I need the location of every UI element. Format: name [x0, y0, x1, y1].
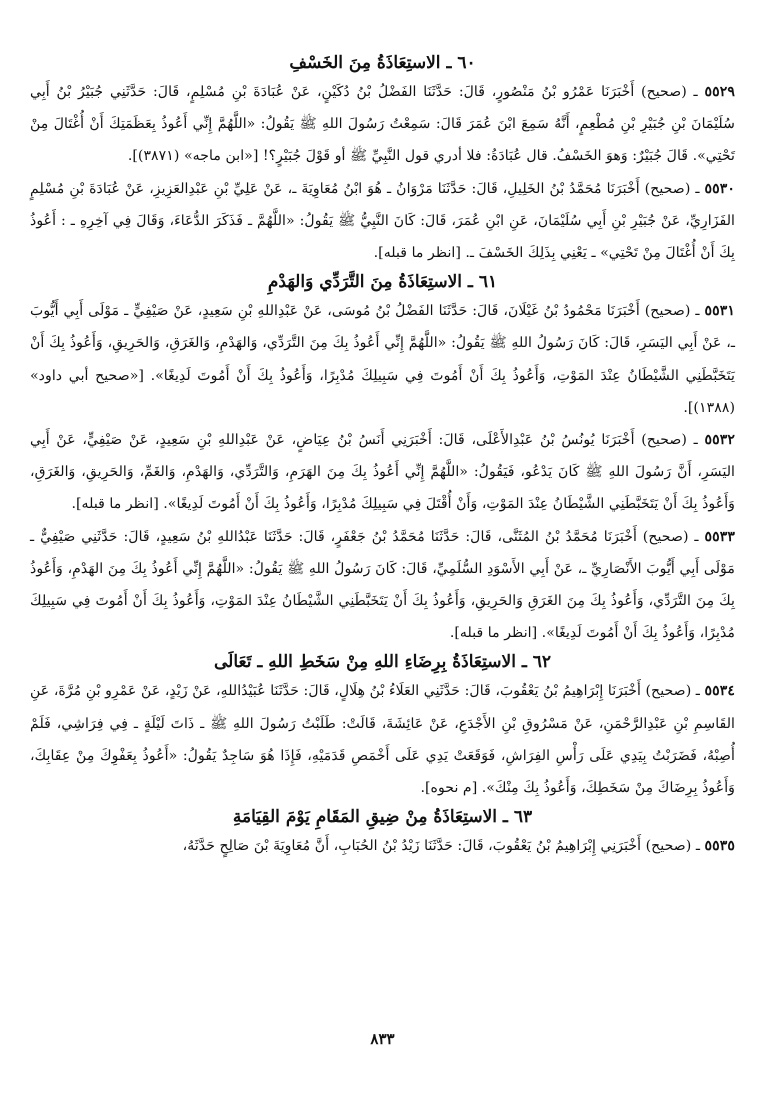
page-number: ٨٣٣ [370, 1030, 395, 1048]
section-63 [30, 804, 735, 862]
hadith-text: ـ (صحيح) أَخْبَرَنِي إِبْرَاهِيمُ بْنُ يَعْقُوبَ، قَالَ: حَدَّثَنَا زَيْدُ بْنُ الحُبَابِ، أَنَّ مُعَاوِيَةَ بْنَ صَالِحٍ حَدَّثَهُ، [182, 838, 700, 855]
hadith-text: ـ (صحيح) أَخْبَرَنَا عَمْرُو بْنُ مَنْصُورٍ، قَالَ: حَدَّثَنَا الفَضْلُ بْنُ دُكَيْنٍ، عَنْ عُبَادَةَ بْنِ مُسْلِمٍ، قَالَ: حَدَّثَنِي جُبَيْرُ بْنُ أَبِي سُلَيْمَانَ بْنِ جُبَيْرِ بْنِ مُطْعِمٍ، أَنَّهُ سَمِعَ ابْنَ عُمَرَ قَالَ: سَمِعْتُ رَسُولَ اللهِ ﷺ يَقُولُ: «اللَّهُمَّ إِنِّي أَعُوذُ بِعَظَمَتِكَ أَنْ أُغْتَالَ مِنْ تَحْتِي». قَالَ جُبَيْرٌ: وَهوَ الخَسْفُ. قال عُبَادَةُ: فلا أدري قول النَّبِيِّ ﷺ أو قَوْلَ جُبَيْرٍ؟! [«ابن ماجه» (٣٨٧١)]. [30, 84, 735, 165]
book-page [30, 50, 735, 1100]
section-heading: ٦١ ـ الاستِعَاذَةُ مِنَ التَّرَدِّي وَالهَدْمِ [267, 272, 498, 293]
hadith-number: ٥٥٣٠ [704, 180, 736, 197]
section-heading: ٦٣ ـ الاستِعَاذَةُ مِنْ ضِيقِ المَقَامِ يَوْمَ القِيَامَةِ [232, 807, 533, 828]
hadith-text: ـ (صحيح) أَخْبَرَنَا مَحْمُودُ بْنُ غَيْلَانَ، قَالَ: حَدَّثَنَا الفَضْلُ بْنُ مُوسَى، عَنْ عَبْدِاللهِ بْنِ سَعِيدٍ، عَنْ صَيْفِيٍّ ـ مَوْلَى أَبِي أَيُّوبَ ـ، عَنْ أَبِي اليَسَرِ، قَالَ: كَانَ رَسُولُ اللهِ ﷺ يَقُولُ: «اللَّهُمَّ إِنِّي أَعُوذُ بِكَ مِنَ التَّرَدِّي، وَالهَدْمِ، وَالغَرَقِ، وَالحَرِيقِ، وَأَعُوذُ بِكَ أَنْ يَتَخَبَّطَنِي الشَّيْطَانُ عِنْدَ المَوْتِ، وَأَعُوذُ بِكَ أَنْ أَمُوتَ فِي سَبِيلِكَ مُدْبِرًا، وَأَعُوذُ بِكَ أَنْ أَمُوتَ لَدِيغًا». [«صحيح أبي داود» (١٣٨٨)]. [30, 303, 735, 416]
hadith-text: ـ (صحيح) أَخْبَرَنَا مُحَمَّدُ بْنُ المُثَنَّى، قَالَ: حَدَّثَنَا مُحَمَّدُ بْنُ جَعْفَرٍ، قَالَ: حَدَّثَنَا عَبْدُاللهِ بْنُ سَعِيدٍ، قَالَ: حَدَّثَنِي صَيْفِيٌّ ـ مَوْلَى أَبِي أَيُّوبَ الأَنْصَارِيِّ ـ، عَنْ أَبِي الأَسْوَدِ السُّلَمِيِّ، قَالَ: كَانَ رَسُولُ اللهِ ﷺ يَقُولُ: «اللَّهُمَّ إِنِّي أَعُوذُ بِكَ مِنَ الهَدْمِ، وَأَعُوذُ بِكَ مِنَ التَّرَدِّي، وَأَعُوذُ بِكَ مِنَ الغَرَقِ وَالحَرِيقِ، وَأَعُوذُ بِكَ أَنْ يَتَخَبَّطَنِي الشَّيْطَانُ عِنْدَ المَوْتِ، وَأَعُوذُ بِكَ أَنْ أَمُوتَ فِي سَبِيلِكَ مُدْبِرًا، وَأَعُوذُ بِكَ أَنْ أَمُوتَ لَدِيغًا». [انظر ما قبله]. [30, 528, 735, 642]
hadith-number: ٥٥٣٤ [704, 683, 735, 700]
hadith-entry [30, 424, 735, 521]
hadith-number: ٥٥٣١ [704, 303, 735, 320]
section-60 [30, 50, 735, 269]
hadith-text: ـ (صحيح) أَخْبَرَنَا مُحَمَّدُ بْنُ الخَلِيلِ، قَالَ: حَدَّثَنَا مَرْوَانُ ـ هُوَ ابْنُ مُعَاوِيَةَ ـ، عَنْ عَلِيِّ بْنِ عَبْدِالعَزِيزِ، عَنْ عُبَادَةَ بْنِ مُسْلِمٍ الفَزَارِيِّ، عَنْ جُبَيْرِ بْنِ أَبِي سُلَيْمَانَ، عَنِ ابْنِ عُمَرَ، قَالَ: كَانَ النَّبِيُّ ﷺ يَقُولُ: «اللَّهُمَّ ـ فَذَكَرَ الدُّعَاءَ، وَقَالَ فِي آخِرِهِ ـ : أَعُوذُ بِكَ أَنْ أُغْتَالَ مِنْ تَحْتِي» ـ يَعْنِي بِذَلِكَ الخَسْفَ ـ. [انظر ما قبله]. [30, 180, 735, 262]
hadith-text: ـ (صحيح) أَخْبَرَنَا يُونُسُ بْنُ عَبْدِالأَعْلَى، قَالَ: أَخْبَرَنِي أَنَسُ بْنُ عِيَاضٍ، عَنْ عَبْدِاللهِ بْنِ سَعِيدٍ، عَنْ صَيْفِيٍّ، عَنْ أَبِي اليَسَرِ، أَنَّ رَسُولَ اللهِ ﷺ كَانَ يَدْعُو، فَيَقُولُ: «اللَّهُمَّ إِنِّي أَعُوذُ بِكَ مِنَ الهَرَمِ، وَالتَّرَدِّي، وَالهَدْمِ، وَالغَمِّ، وَالحَرِيقِ، وَالغَرَقِ، وَأَعُوذُ بِكَ أَنْ يَتَخَبَّطَنِي الشَّيْطَانُ عِنْدَ المَوْتِ، وَأَنْ أُقْتَلَ فِي سَبِيلِكَ مُدْبِرًا، وَأَعُوذُ بِكَ أَنْ أَمُوتَ لَدِيغًا». [انظر ما قبله]. [30, 432, 735, 513]
hadith-number: ٥٥٣٢ [704, 432, 735, 449]
section-heading: ٦٠ ـ الاستِعَاذَةُ مِنَ الخَسْفِ [289, 53, 476, 73]
hadith-text: ـ (صحيح) أَخْبَرَنَا إِبْرَاهِيمُ بْنُ يَعْقُوبَ، قَالَ: حَدَّثَنِي العَلَاءُ بْنُ هِلَالٍ، قَالَ: حَدَّثَنَا عُبَيْدُاللهِ، عَنْ زَيْدٍ، عَنْ عَمْرِو بْنِ مُرَّةَ، عَنِ القَاسِمِ بْنِ عَبْدِالرَّحْمَنِ، عَنْ مَسْرُوقِ بْنِ الأَجْدَعِ، عَنْ عَائِشَةَ، قَالَتْ: طَلَبْتُ رَسُولَ اللهِ ﷺ ـ ذَاتَ لَيْلَةٍ ـ فِي فِرَاشِي، فَلَمْ أُصِبْهُ، فَضَرَبْتُ بِيَدِي عَلَى رَأْسِ الفِرَاشِ، فَوَقَعَتْ يَدِي عَلَى أَخْمَصِ قَدَمَيْهِ، فَإِذَا هُوَ سَاجِدٌ يَقُولُ: «أَعُوذُ بِعَفْوِكَ مِنْ عِقَابِكَ، وَأَعُوذُ بِرِضَاكَ مِنْ سَخَطِكَ، وَأَعُوذُ بِكَ مِنْكَ». [م نحوه]. [30, 683, 735, 797]
hadith-entry [30, 521, 735, 650]
hadith-entry [30, 76, 735, 173]
hadith-entry [30, 675, 735, 804]
section-62 [30, 649, 735, 804]
hadith-entry [30, 173, 735, 270]
hadith-number: ٥٥٣٣ [704, 528, 735, 545]
hadith-entry [30, 295, 735, 424]
section-heading: ٦٢ ـ الاستِعَاذَةُ بِرِضَاءِ اللهِ مِنْ سَخَطِ اللهِ ـ تَعَالَى [213, 652, 551, 673]
hadith-number: ٥٥٢٩ [704, 84, 735, 100]
hadith-entry [30, 830, 735, 862]
section-61 [30, 269, 735, 649]
hadith-number: ٥٥٣٥ [704, 838, 735, 855]
